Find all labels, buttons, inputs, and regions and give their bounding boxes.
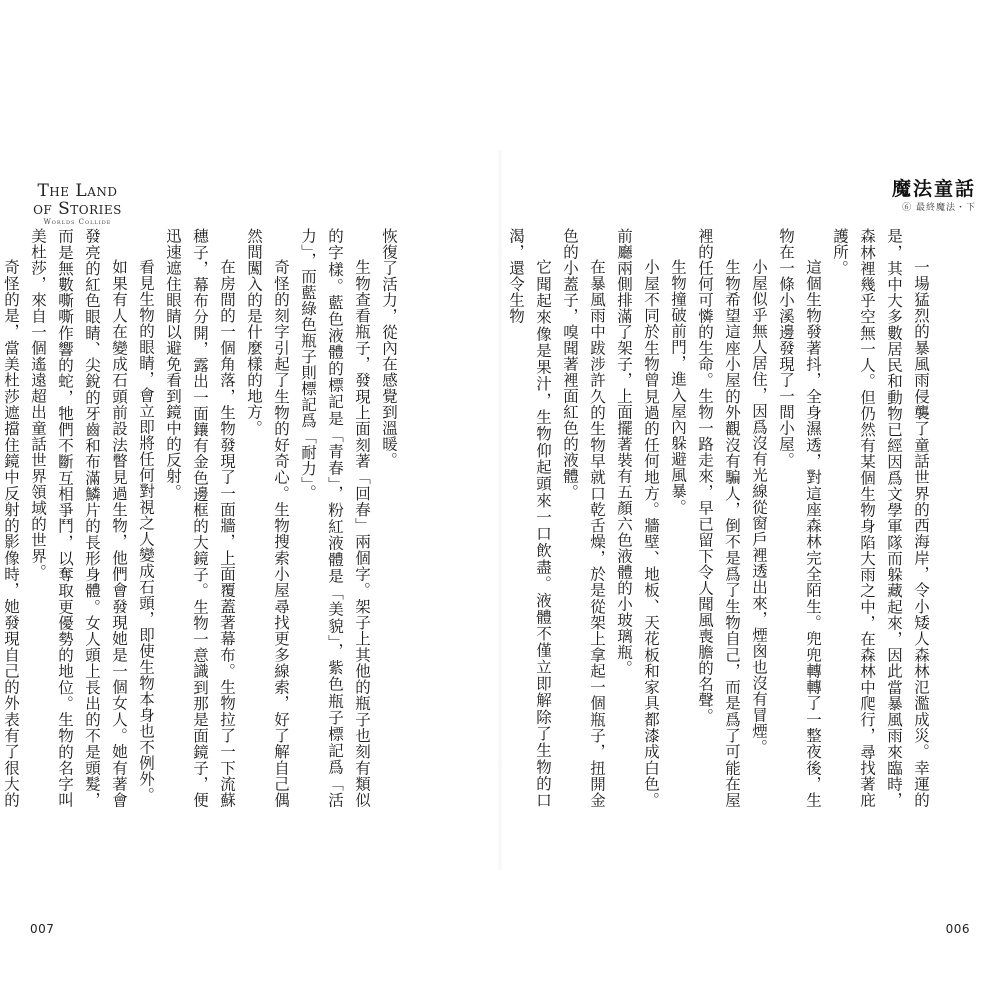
series-logo-subtitle: Worlds Collide [43,218,112,226]
paragraph: 如果有人在變成石頭前設法瞥見過生物，他們會發現她是一個女人。她有著會發亮的紅色眼睛、尖銳的牙齒和布滿鱗片的長形身體。女人頭上長出的不是頭髮，而是無數嘶嘶作響的蛇，牠們不斷互相爭鬥，以奪取更優勢的地位。生物的名字叫美杜莎，來自一個遙遠超出童話世界領域的世界。 [29,228,128,808]
right-page-text [507,228,934,808]
paragraph: 在房間的一個角落，生物發現了一面牆，上面覆蓋著幕布。生物拉了一下流蘇穗子，幕布分開，露出一面鑲有金色邊框的大鏡子。生物一意識到那是面鏡子，便迅速遮住眼睛以避免看到鏡中的反射。 [164,228,236,808]
series-logo: The Land of Stories [33,181,122,219]
paragraph: 在暴風雨中跋涉許久的生物早就口乾舌燥，於是從架上拿起一個瓶子，扭開金色的小蓋子，嗅聞著裡面紅色的液體。 [561,228,606,808]
page-number: 006 [945,922,970,936]
paragraph: 它聞起來像是果汁，生物仰起頭來一口飲盡。液體不僅立即解除了生物的口渴，還令生物 [507,228,552,808]
book-title: 魔法童話 [891,178,976,200]
paragraph: 小屋似乎無人居住，因爲沒有光線從窗戶裡透出來，煙囪也沒有冒煙。 [750,259,768,755]
paragraph: 生物撞破前門，進入屋內躲避風暴。 [669,259,687,515]
left-page-text [2,228,402,808]
paragraph: 這個生物發著抖，全身濕透，對這座森林完全陌生。兜兜轉轉了一整夜後，生物在一條小溪邊發現了一間小屋。 [777,228,822,808]
right-page [500,0,1000,1000]
page-number: 007 [30,922,55,936]
paragraph: 生物查看瓶子，發現上面刻著「回春」兩個字。架子上其他的瓶子也刻有類似的字樣。藍色液體的標記是「青春」，粉紅液體是「美貌」，紫色瓶子標記爲「活力」，而藍綠色瓶子則標記爲「耐力」。 [299,228,371,808]
paragraph: 一場猛烈的暴風雨侵襲了童話世界的西海岸，令小矮人森林氾濫成災。幸運的是，其中大多數居民和動物已經因爲文學軍隊而躲藏起來，因此當暴風雨來臨時，森林裡幾乎空無一人。但仍然有某個生物身陷大雨之中，在森林中爬行，尋找著庇護所。 [831,228,930,808]
paragraph: 生物希望這座小屋的外觀沒有騙人，倒不是爲了生物自己，而是爲了可能在屋裡的任何可憐的生命。生物一路走來，早已留下令人聞風喪膽的名聲。 [696,228,741,808]
volume-subtitle: ⑥ 最終魔法・下 [902,203,976,213]
paragraph: 奇怪的是，當美杜莎遮擋住鏡中反射的影像時，她發現自己的外表有了很大的 [2,259,20,808]
paragraph: 小屋不同於生物曾見過的任何地方。牆壁、地板、天花板和家具都漆成白色。前廳兩側排滿了架子，上面擺著裝有五顏六色液體的小玻璃瓶。 [615,228,660,808]
running-header-logo [30,182,125,226]
paragraph: 看見生物的眼睛，會立即將任何對視之人變成石頭，即使生物本身也不例外。 [137,259,155,803]
running-header-title [886,178,976,213]
paragraph: 奇怪的刻字引起了生物的好奇心。生物搜索小屋尋找更多線索，好了解自己偶然間闖入的是什麼樣的地方。 [245,228,290,808]
paragraph: 恢復了活力，從內在感覺到溫暖。 [380,228,398,468]
